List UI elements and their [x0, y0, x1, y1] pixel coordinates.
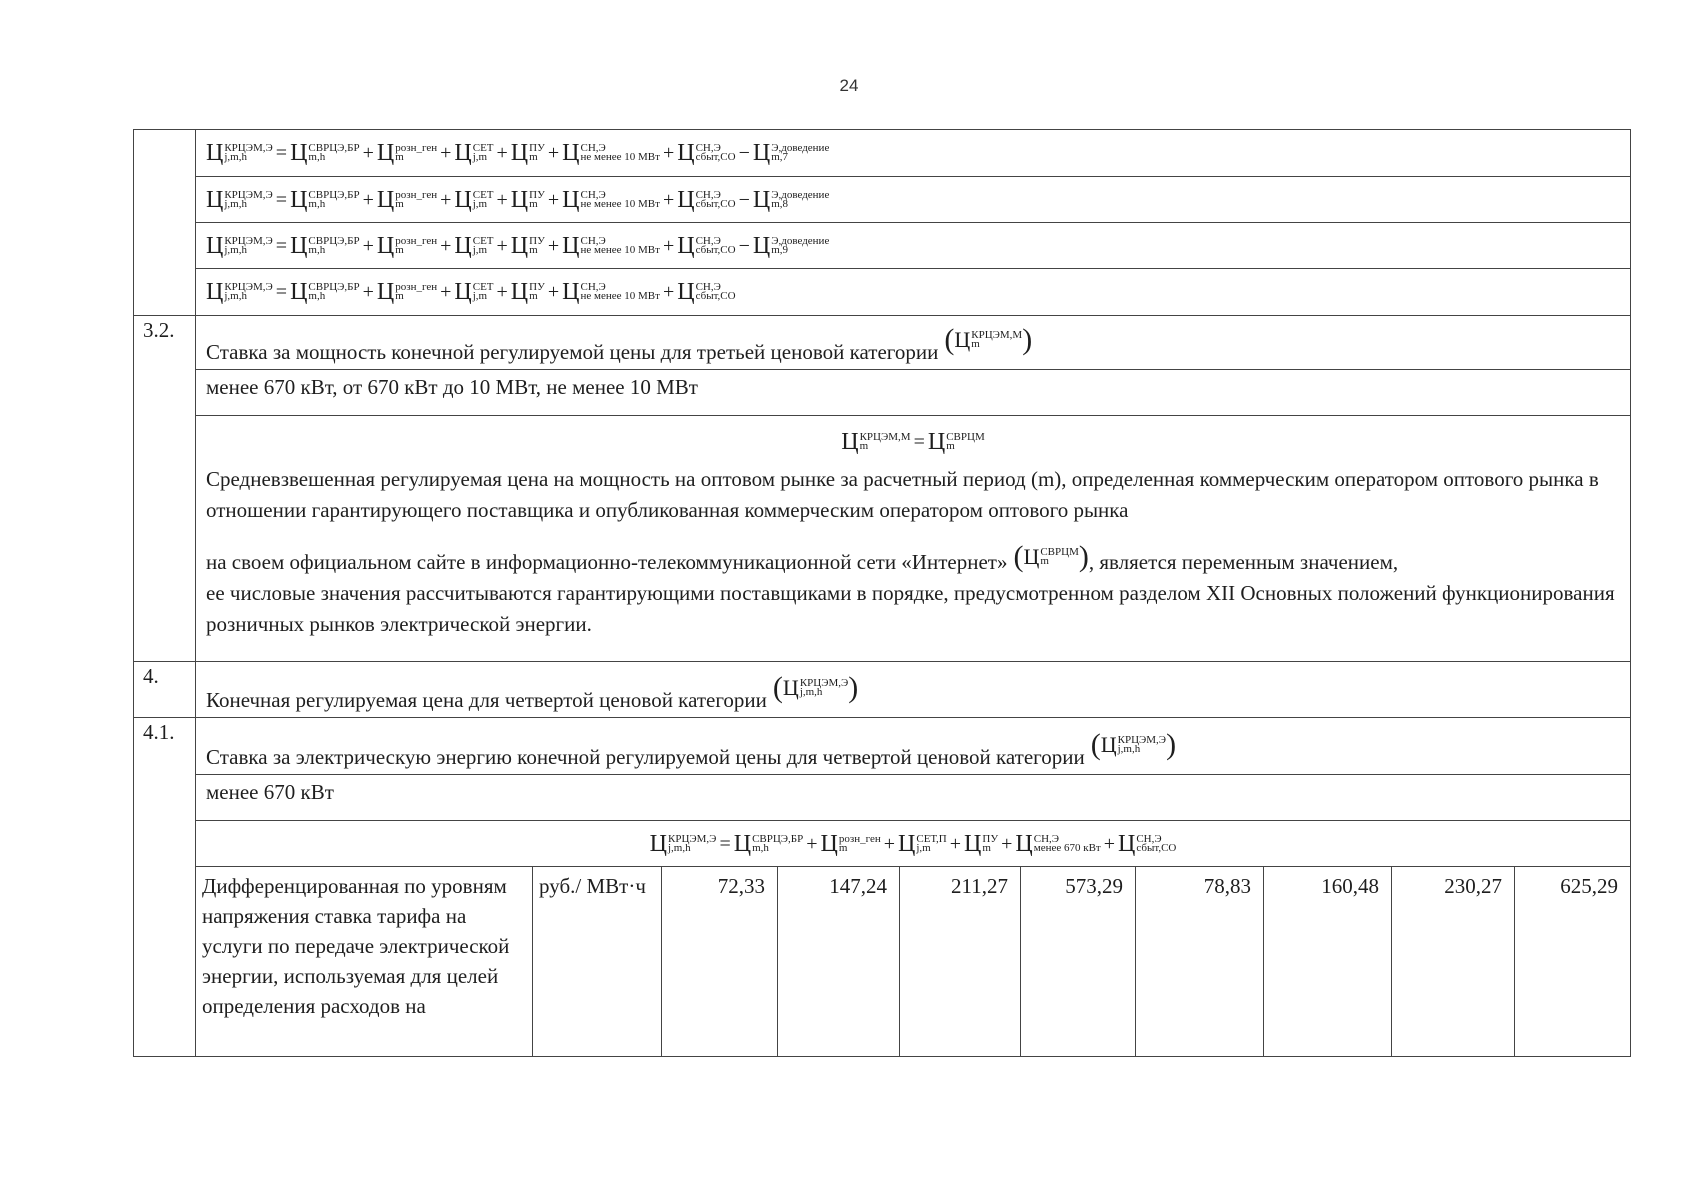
formula-capacity: Ц КРЦЭМ,М m = Ц СВРЦМ m: [841, 429, 985, 455]
formula-symbol: ( Ц КРЦЭМ,Э j,m,h ): [1090, 728, 1177, 761]
section-title: Ставка за мощность конечной регулируемой цены для третьей ценовой категории ( Ц КРЦЭМ,М m ): [206, 323, 1033, 364]
tariff-value: 72,33: [661, 867, 777, 1056]
tariff-value: 211,27: [899, 867, 1020, 1056]
formula-line-3: Ц КРЦЭМ,Э j,m,h = Ц СВРЦЭ,БР m,h + Ц розн_ген m + Ц СЕТ j,m + Ц ПУ m + Ц СН,Э не менее 10 МВт + Ц СН,Э сбыт,СО − Ц Э,доведение m,9: [196, 222, 1630, 268]
formula-energy: Ц КРЦЭМ,Э j,m,h = Ц СВРЦЭ,БР m,h + Ц розн_ген m + Ц СЕТ,П j,m + Ц ПУ m + Ц СН,Э менее 670 кВт + Ц СН,Э сбыт,СО: [196, 820, 1630, 866]
section-subtitle: менее 670 кВт, от 670 кВт до 10 МВт, не менее 10 МВт: [196, 369, 1630, 415]
tariff-value: 160,48: [1263, 867, 1391, 1056]
section-title: Конечная регулируемая цена для четвертой ценовой категории ( Ц КРЦЭМ,Э j,m,h ): [206, 671, 859, 712]
description-paragraph: Средневзвешенная регулируемая цена на мощность на оптовом рынке за расчетный период (m), определенная коммерческим оператором оптового рынка в отношении гарантирующего поставщика и опубликованная коммерческим оператором оптового рынка на своем официальном сайте в информационно-телекоммуникационной сети «Интернет» ( Ц СВРЦМ m ) , является переменным значением, ее числовые значения рассчитываются гарантирующими поставщиками в порядке, предусмотренном разделом XII Основных положений функционирования розничных рынков электрической энергии.: [206, 467, 1615, 636]
formula-block: [134, 130, 1630, 315]
tariff-value: 78,83: [1135, 867, 1263, 1056]
section-title: Ставка за электрическую энергию конечной регулируемой цены для четвертой ценовой категории ( Ц КРЦЭМ,Э j,m,h ): [206, 728, 1177, 769]
tariff-values-row: [196, 866, 1630, 1056]
page-number: 24: [839, 76, 859, 95]
tariff-value: 625,29: [1514, 867, 1630, 1056]
row-number: 3.2.: [134, 316, 196, 661]
formula-symbol: ( Ц КРЦЭМ,М m ): [944, 323, 1033, 356]
tariff-value: 573,29: [1020, 867, 1135, 1056]
section-3-2: [134, 315, 1630, 661]
tariff-value: 147,24: [777, 867, 899, 1056]
row-number-empty: [134, 130, 196, 315]
formula-symbol: ( Ц СВРЦМ m ): [1013, 540, 1089, 573]
tariff-table: [133, 129, 1631, 1057]
tariff-label: Дифференцированная по уровням напряжения ставка тарифа на услуги по передаче электрической энергии, используемая для целей определения расходов на: [202, 874, 510, 1018]
section-4-1: [134, 717, 1630, 1056]
formula-line-1: Ц КРЦЭМ,Э j,m,h = Ц СВРЦЭ,БР m,h + Ц розн_ген m + Ц СЕТ j,m + Ц ПУ m + Ц СН,Э не менее 10 МВт + Ц СН,Э сбыт,СО − Ц Э,доведение m,7: [206, 140, 830, 166]
tariff-value: 230,27: [1391, 867, 1514, 1056]
formula-line-4: Ц КРЦЭМ,Э j,m,h = Ц СВРЦЭ,БР m,h + Ц розн_ген m + Ц СЕТ j,m + Ц ПУ m + Ц СН,Э не менее 10 МВт + Ц СН,Э сбыт,СО: [196, 268, 1630, 315]
formula-symbol: ( Ц КРЦЭМ,Э j,m,h ): [772, 671, 859, 704]
section-subtitle: менее 670 кВт: [196, 774, 1630, 820]
section-description: [196, 415, 1630, 661]
section-4: [134, 661, 1630, 717]
formula-term: Ц КРЦЭМ,Э j,m,h: [206, 140, 273, 166]
formula-lines: [196, 130, 1630, 315]
tariff-unit: руб./ МВт·ч: [532, 867, 661, 1056]
formula-line-2: Ц КРЦЭМ,Э j,m,h = Ц СВРЦЭ,БР m,h + Ц розн_ген m + Ц СЕТ j,m + Ц ПУ m + Ц СН,Э не менее 10 МВт + Ц СН,Э сбыт,СО − Ц Э,доведение m,8: [196, 176, 1630, 222]
row-number: 4.1.: [134, 718, 196, 1056]
row-number: 4.: [134, 662, 196, 717]
